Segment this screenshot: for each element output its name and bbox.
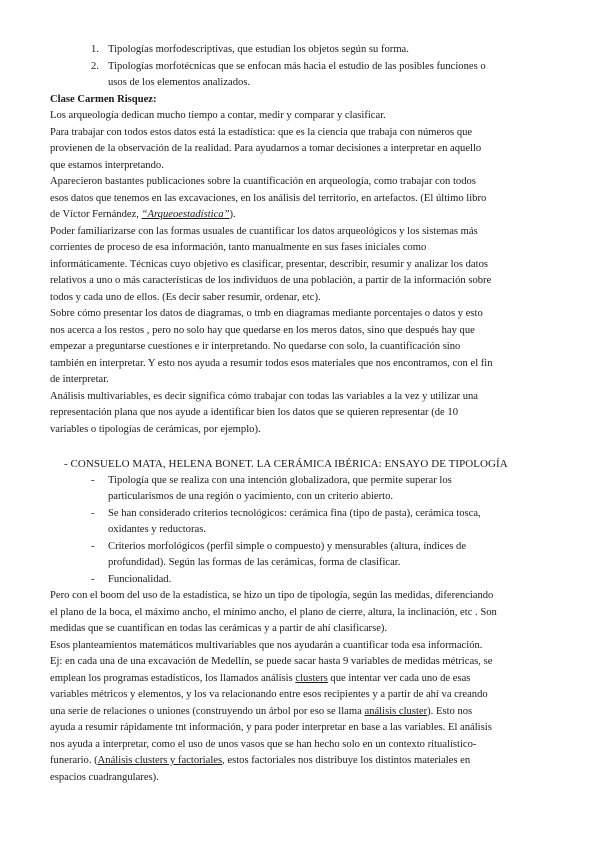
paragraph-line: informáticamente. Técnicas cuyo objetivo es clasificar, presentar, describir, resumir y analizar los datos bbox=[50, 259, 489, 270]
paragraph-line: empezar a preguntarse cuestiones e ir interpretando. No quedarse con solo, la cuantificación sino bbox=[50, 341, 461, 352]
clusters-term: clusters bbox=[295, 673, 328, 684]
paragraph-line: ayuda a resumir rápidamente tnt información, y para poder interpretar en base a las variables. El análisis bbox=[50, 722, 492, 733]
paragraph-line bbox=[50, 207, 236, 223]
bullet-dash: - bbox=[91, 574, 95, 585]
paragraph-line: Los arqueología dedican mucho tiempo a contar, medir y comparar y clasificar. bbox=[50, 110, 386, 121]
text-run: una serie de relaciones o uniones (construyendo un árbol por eso se llama bbox=[50, 706, 365, 717]
bullet-text: Funcionalidad. bbox=[108, 574, 172, 585]
paragraph-line: nos ayuda a interpretar, como el uso de unos vasos que se han hecho solo en un contexto ritualístico- bbox=[50, 739, 477, 750]
paragraph-line bbox=[50, 704, 472, 720]
bullet-dash: - bbox=[91, 475, 95, 486]
paragraph-line: espacios cuadrangulares). bbox=[50, 772, 159, 783]
paragraph-line: Análisis multivariables, es decir significa cómo trabajar con todas las variables a la vez y utilizar una bbox=[50, 391, 479, 402]
bullet-text: particularismos de una región o yacimiento, con un criterio abierto. bbox=[108, 491, 394, 502]
paragraph-line: Aparecieron bastantes publicaciones sobre la cuantificación en arqueología, como trabajar con todos bbox=[50, 176, 476, 187]
paragraph-line: Poder familiarizarse con las formas usuales de cuantificar los datos arqueológicos y los sistemas más bbox=[50, 226, 478, 237]
text-run: ). Esto nos bbox=[427, 706, 473, 717]
bullet-text: oxidantes y reductoras. bbox=[108, 524, 206, 535]
text-run: de Víctor Fernández, bbox=[50, 209, 142, 220]
text-run: que intentar ver cada uno de esas bbox=[327, 673, 471, 684]
paragraph-line: esos datos que tenemos en las excavaciones, en los análisis del territorio, en artefactos. (El último libro bbox=[50, 193, 487, 204]
bullet-dash: - bbox=[91, 541, 95, 552]
paragraph-line: variables métricos y elementos, y los va relacionando entre esos recipientes y a partir de ahí va creando bbox=[50, 689, 488, 700]
list-item-text: usos de los elementos analizados. bbox=[108, 77, 251, 88]
text-run: emplean los programas estadísticos, los llamados análisis bbox=[50, 673, 296, 684]
text-run: funerario. ( bbox=[50, 755, 98, 766]
list-item-text: Tipologías morfotécnicas que se enfocan más hacia el estudio de las posibles funciones o bbox=[108, 61, 486, 72]
paragraph-line: Sobre cómo presentar los datos de diagramas, o tmb en diagramas mediante porcentajes o datos y esto bbox=[50, 308, 483, 319]
paragraph-line: provienen de la observación de la realidad. Para ayudarnos a tomar decisiones a interpretar en aquello bbox=[50, 143, 482, 154]
bullet-text: profundidad). Según las formas de las cerámicas, forma de clasificar. bbox=[108, 557, 401, 568]
paragraph-line: que estamos interpretando. bbox=[50, 160, 164, 171]
bullet-text: Criterios morfológicos (perfil simple o compuesto) y mensurables (altura, índices de bbox=[108, 541, 467, 552]
bullet-text: Tipología que se realiza con una intención globalizadora, que permite superar los bbox=[108, 475, 452, 486]
analisis-cluster-term: análisis cluster bbox=[364, 706, 428, 717]
bullet-dash: - bbox=[91, 508, 95, 519]
book-title-link[interactable]: “Arqueoestadística” bbox=[141, 209, 230, 220]
paragraph-line bbox=[50, 753, 470, 769]
paragraph-line bbox=[50, 671, 470, 687]
paragraph-line: relativos a uno o más características de los individuos de una población, a partir de la información sobre bbox=[50, 275, 492, 286]
paragraph-line: todos y cada uno de ellos. (Es decir saber resumir, ordenar, etc). bbox=[50, 292, 321, 303]
paragraph-line: medidas que se cuantifican en todas las cerámicas y a partir de ahí clasificarse). bbox=[50, 623, 388, 634]
list-number: 2. bbox=[91, 61, 99, 72]
paragraph-line: Ej: en cada una de una excavación de Medellín, se puede sacar hasta 9 variables de medidas métricas, se bbox=[50, 656, 493, 667]
paragraph-line: también en interpretar. Y esto nos ayuda a resumir todos esos materiales que nos encontramos, con el fin bbox=[50, 358, 493, 369]
paragraph-line: corrientes de proceso de esa información, tanto manualmente en sus fases iniciales como bbox=[50, 242, 427, 253]
text-run: ). bbox=[229, 209, 236, 220]
paragraph-line: el plano de la boca, el máximo ancho, el mínimo ancho, el plano de cierre, altura, la inclinación, etc . Son bbox=[50, 607, 497, 618]
text-run: , estos factoriales nos distribuye los distintos materiales en bbox=[222, 755, 471, 766]
bullet-text: Se han considerado criterios tecnológicos: cerámica fina (tipo de pasta), cerámica tosca, bbox=[108, 508, 481, 519]
section-heading: - CONSUELO MATA, HELENA BONET. LA CERÁMICA IBÉRICA: ENSAYO DE TIPOLOGÍA bbox=[64, 458, 508, 470]
paragraph-line: Para trabajar con todos estos datos está la estadística: que es la ciencia que trabaja con números que bbox=[50, 127, 473, 138]
paragraph-line: de interpretar. bbox=[50, 374, 109, 385]
list-number: 1. bbox=[91, 44, 99, 55]
paragraph-line: variables o tipologías de cerámicas, por ejemplo). bbox=[50, 424, 261, 435]
paragraph-line: nos acerca a los restos , pero no solo hay que quedarse en los meros datos, sino que después hay que bbox=[50, 325, 475, 336]
list-item-text: Tipologías morfodescriptivas, que estudian los objetos según su forma. bbox=[108, 44, 409, 55]
class-heading: Clase Carmen Risquez: bbox=[50, 94, 157, 105]
paragraph-line: Esos planteamientos matemáticos multivariables que nos ayudarán a cuantificar toda esa información. bbox=[50, 640, 483, 651]
analisis-clusters-factoriales-term: Análisis clusters y factoriales bbox=[97, 755, 223, 766]
paragraph-line: Pero con el boom del uso de la estadística, se hizo un tipo de tipología, según las medidas, diferenciando bbox=[50, 590, 494, 601]
paragraph-line: representación plana que nos ayude a identificar bien los datos que se quieren representar (de 10 bbox=[50, 407, 458, 418]
